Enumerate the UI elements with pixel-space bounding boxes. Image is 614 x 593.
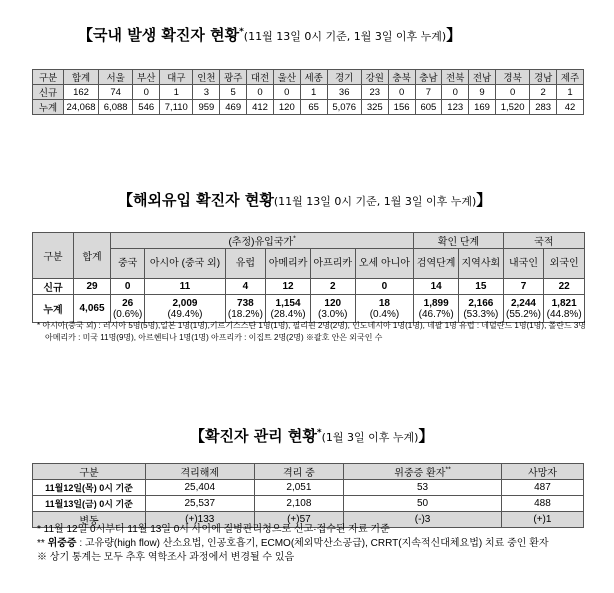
overseas-subheader-row (33, 249, 585, 279)
domestic-header-cell: 경기 (327, 70, 361, 85)
domestic-header-cell: 경북 (495, 70, 529, 85)
overseas-subheader-cell: 아프리카 (310, 249, 355, 279)
domestic-header-cell: 서울 (99, 70, 133, 85)
management-header-label: 격리해제 (180, 468, 220, 479)
overseas-new-cell: 4 (225, 279, 266, 295)
domestic-cell: 162 (64, 85, 99, 100)
management-row-label: 11월12일(목) 0시 기준 (33, 480, 146, 496)
management-row-1113 (33, 496, 584, 512)
overseas-cum-percent: (46.7%) (418, 308, 454, 320)
domestic-cell: 3 (193, 85, 220, 100)
domestic-cell: 0 (133, 85, 160, 100)
overseas-cum-cell (503, 295, 544, 323)
domestic-cell: 7,110 (160, 100, 193, 115)
domestic-cumulative-row (33, 100, 584, 115)
overseas-cum-total: 4,065 (74, 295, 111, 323)
overseas-cum-cell (225, 295, 266, 323)
domestic-cell: 65 (300, 100, 327, 115)
domestic-cell: 325 (361, 100, 388, 115)
management-cell: (+)1 (501, 512, 583, 528)
overseas-cum-value: 18 (378, 297, 390, 309)
domestic-cell: 469 (220, 100, 247, 115)
overseas-cum-value: 1,821 (551, 297, 577, 309)
management-header-row (33, 464, 584, 480)
management-header-cell (344, 464, 502, 480)
overseas-cum-percent: (44.8%) (546, 308, 582, 320)
domestic-cell: 0 (495, 85, 529, 100)
overseas-cum-cell (414, 295, 459, 323)
domestic-header-row (33, 70, 584, 85)
overseas-cum-percent: (28.4%) (270, 308, 306, 320)
overseas-cum-percent: (55.2%) (505, 308, 541, 320)
overseas-header-nation: 국적 (503, 233, 584, 249)
overseas-new-cell: 7 (503, 279, 544, 295)
domestic-cell: 74 (99, 85, 133, 100)
overseas-cum-cell (544, 295, 585, 323)
domestic-cell: 42 (557, 100, 584, 115)
overseas-subheader-cell: 검역단계 (414, 249, 459, 279)
domestic-cell: 2 (530, 85, 557, 100)
management-header-label: 구분 (79, 468, 99, 479)
overseas-new-cell: 14 (414, 279, 459, 295)
management-header-label: 사망자 (527, 468, 557, 479)
domestic-cell: 546 (133, 100, 160, 115)
management-header-cell (501, 464, 583, 480)
overseas-subheader-cell: 아시아 (중국 외) (145, 249, 225, 279)
domestic-cell: 123 (442, 100, 469, 115)
domestic-header-cell: 경남 (530, 70, 557, 85)
overseas-subheader-cell: 외국인 (544, 249, 585, 279)
overseas-cum-percent: (0.6%) (112, 308, 143, 320)
management-cell: 2,108 (254, 496, 344, 512)
domestic-cell: 23 (361, 85, 388, 100)
overseas-cum-percent: (0.4%) (369, 308, 400, 320)
overseas-cum-value: 1,899 (423, 297, 449, 309)
management-header-star: ** (445, 466, 451, 474)
domestic-header-cell: 부산 (133, 70, 160, 85)
overseas-new-cell: 0 (355, 279, 414, 295)
domestic-cell: 5 (220, 85, 247, 100)
overseas-cum-cell (355, 295, 414, 323)
domestic-table (32, 69, 584, 115)
overseas-header-total: 합계 (74, 233, 111, 279)
overseas-new-total: 29 (74, 279, 111, 295)
domestic-cell: 5,076 (327, 100, 361, 115)
overseas-cum-cell (111, 295, 145, 323)
domestic-cell: 959 (193, 100, 220, 115)
domestic-cell: 1 (557, 85, 584, 100)
domestic-cell: 0 (247, 85, 274, 100)
overseas-new-cell: 11 (145, 279, 225, 295)
domestic-cell: 169 (469, 100, 496, 115)
overseas-cum-cell (459, 295, 504, 323)
overseas-cum-percent: (18.2%) (227, 308, 263, 320)
domestic-header-cell: 전북 (442, 70, 469, 85)
overseas-new-cell: 22 (544, 279, 585, 295)
overseas-new-cell: 12 (266, 279, 311, 295)
domestic-cell: 1 (300, 85, 327, 100)
overseas-cum-value: 2,009 (172, 297, 198, 309)
overseas-title: 【해외유입 확진자 현황(11월 13일 0시 기준, 1월 3일 이후 누계)】 (118, 191, 492, 209)
management-header-label: 위중증 환자 (394, 468, 446, 479)
domestic-title: 【국내 발생 확진자 현황*(11월 13일 0시 기준, 1월 3일 이후 누계)】 (78, 26, 462, 44)
overseas-new-cell: 15 (459, 279, 504, 295)
domestic-cell: 283 (530, 100, 557, 115)
overseas-cum-value: 738 (237, 297, 254, 309)
overseas-subheader-cell: 유럽 (225, 249, 266, 279)
management-row-label: 변동 (33, 512, 146, 528)
domestic-cell: 6,088 (99, 100, 133, 115)
domestic-new-row (33, 85, 584, 100)
domestic-header-cell: 구분 (33, 70, 64, 85)
domestic-cell: 0 (442, 85, 469, 100)
overseas-new-cell: 0 (111, 279, 145, 295)
domestic-cell: 120 (273, 100, 300, 115)
overseas-cum-label: 누계 (33, 295, 74, 323)
domestic-cell: 9 (469, 85, 496, 100)
domestic-cell: 412 (247, 100, 274, 115)
management-table (32, 463, 584, 528)
management-row-1112 (33, 480, 584, 496)
domestic-row-label: 신규 (33, 85, 64, 100)
domestic-cell: 36 (327, 85, 361, 100)
domestic-header-cell: 전남 (469, 70, 496, 85)
overseas-cum-value: 2,244 (510, 297, 536, 309)
management-cell: 50 (344, 496, 502, 512)
domestic-cell: 605 (415, 100, 442, 115)
overseas-subheader-cell: 지역사회 (459, 249, 504, 279)
overseas-cum-percent: (49.4%) (167, 308, 203, 320)
domestic-header-cell: 세종 (300, 70, 327, 85)
management-cell: 53 (344, 480, 502, 496)
management-header-cell (254, 464, 344, 480)
overseas-subheader-cell: 아메리카 (266, 249, 311, 279)
overseas-header-gubun: 구분 (33, 233, 74, 279)
management-cell: 488 (501, 496, 583, 512)
domestic-cell: 0 (273, 85, 300, 100)
management-header-label: 격리 중 (283, 468, 315, 479)
domestic-cell: 1 (160, 85, 193, 100)
domestic-cell: 7 (415, 85, 442, 100)
management-cell: (+)57 (254, 512, 344, 528)
overseas-cum-value: 120 (324, 297, 342, 309)
domestic-cell: 1,520 (495, 100, 529, 115)
overseas-cum-cell (266, 295, 311, 323)
overseas-subheader-cell: 중국 (111, 249, 145, 279)
overseas-new-label: 신규 (33, 279, 74, 295)
overseas-cum-value: 26 (122, 297, 134, 309)
domestic-header-cell: 제주 (557, 70, 584, 85)
management-header-cell (33, 464, 146, 480)
domestic-cell: 0 (388, 85, 415, 100)
overseas-header-region: (추정)유입국가* (111, 233, 414, 249)
management-footnote: * 11월 12일 0시부터 11월 13일 0시 사이에 질병관리청으로 신고·접수된 자료 기준 ** 위중증 : 고유량(high flow) 산소요법, 인공호흡기, ECMO(체외막산소공급), CRRT(지속적신대체요법) 치료 중인 환자 ※ 상기 통계는 모두 추후 역학조사 과정에서 변경될 수 있음 (37, 524, 549, 563)
overseas-new-row (33, 279, 585, 295)
management-header-cell (146, 464, 255, 480)
overseas-cum-row (33, 295, 585, 323)
management-cell: 25,537 (146, 496, 255, 512)
management-row-label: 11월13일(금) 0시 기준 (33, 496, 146, 512)
overseas-subheader-cell: 오세 아니아 (355, 249, 414, 279)
management-title: 【확진자 관리 현황*(1월 3일 이후 누계)】 (190, 427, 434, 445)
domestic-header-cell: 합계 (64, 70, 99, 85)
overseas-cum-cell (310, 295, 355, 323)
overseas-cum-cell (145, 295, 225, 323)
overseas-cum-percent: (3.0%) (318, 308, 348, 320)
domestic-header-cell: 충북 (388, 70, 415, 85)
domestic-header-cell: 인천 (193, 70, 220, 85)
domestic-header-cell: 충남 (415, 70, 442, 85)
domestic-cell: 24,068 (64, 100, 99, 115)
management-cell: (+)133 (146, 512, 255, 528)
overseas-cum-value: 2,166 (468, 297, 494, 309)
overseas-footnote: * 아시아(중국 외) : 러시아 5명(5명),일본 1명(1명),키르기스스탄 1명(1명), 필리핀 2명(2명), 인도네시아 1명(1명), 네팔 1명 유럽 : 네덜란드 1명(1명), 폴란드 3명 아메리카 : 미국 11명(9명), 아르헨티나 1명(1명) 아프리카 : 이집트 2명(2명) ※괄호 안은 외국인 수 (37, 321, 587, 342)
overseas-subheader-cell: 내국인 (503, 249, 544, 279)
management-cell: 2,051 (254, 480, 344, 496)
management-cell: 25,404 (146, 480, 255, 496)
management-cell: (-)3 (344, 512, 502, 528)
overseas-cum-value: 1,154 (275, 297, 301, 309)
domestic-header-cell: 광주 (220, 70, 247, 85)
domestic-header-cell: 강원 (361, 70, 388, 85)
overseas-new-cell: 2 (310, 279, 355, 295)
management-cell: 487 (501, 480, 583, 496)
overseas-table (32, 232, 585, 323)
domestic-header-cell: 울산 (273, 70, 300, 85)
overseas-header-confirm: 확인 단계 (414, 233, 503, 249)
domestic-row-label: 누계 (33, 100, 64, 115)
domestic-header-cell: 대구 (160, 70, 193, 85)
domestic-header-cell: 대전 (247, 70, 274, 85)
domestic-cell: 156 (388, 100, 415, 115)
overseas-cum-percent: (53.3%) (463, 308, 499, 320)
